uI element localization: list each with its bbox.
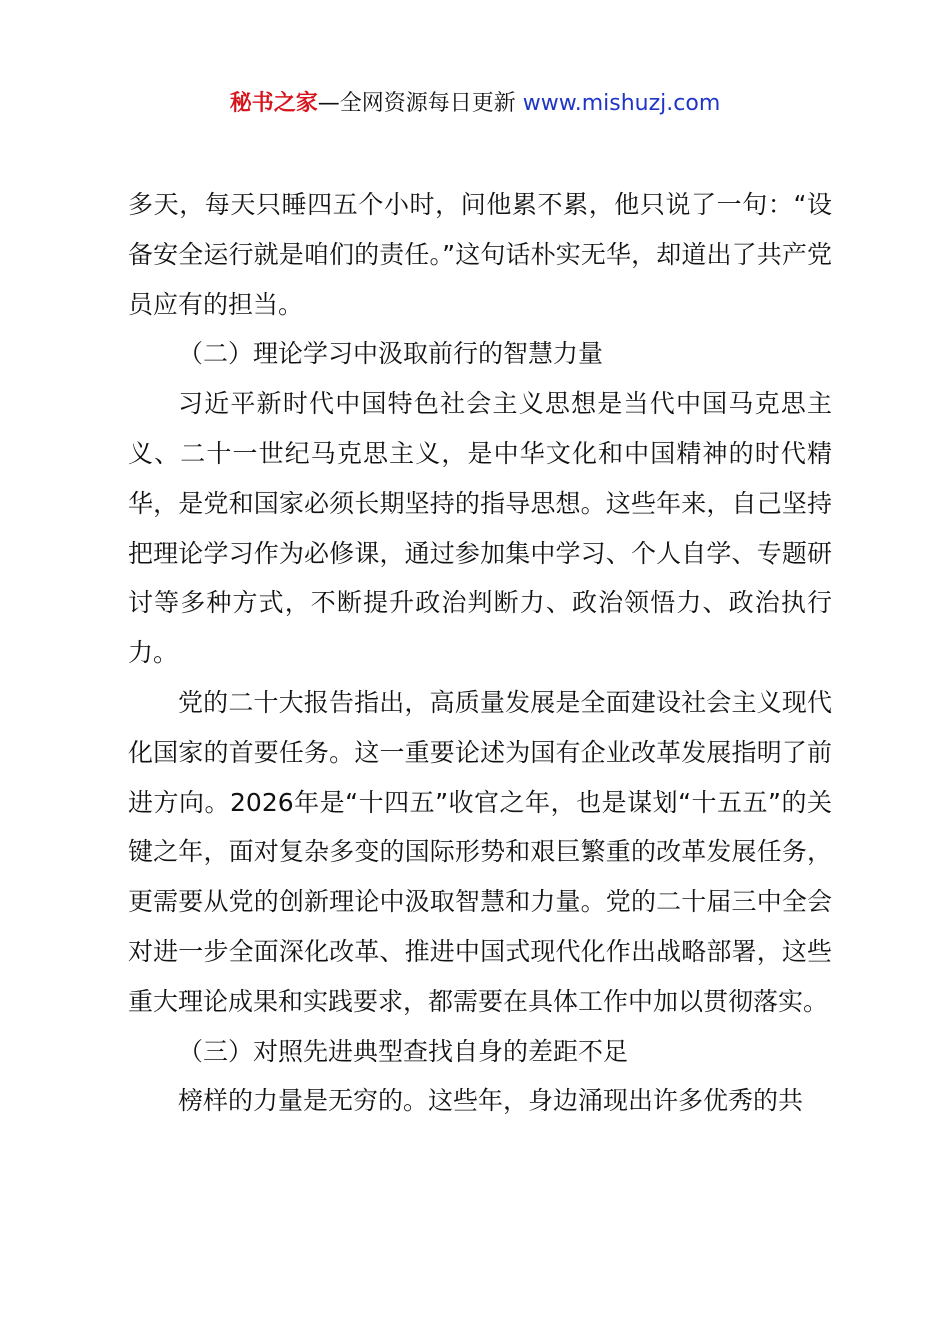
site-brand: 秘书之家 (229, 91, 318, 116)
section-heading-3: （三）对照先进典型查找自身的差距不足 (178, 1036, 629, 1066)
paragraph: 党的二十大报告指出，高质量发展是全面建设社会主义现代化国家的首要任务。这一重要论述为国有企业改革发展指明了前进方向。2026年是“十四五”收官之年，也是谋划“十五五”的关键之年，面对复杂多变的国际形势和艰巨繁重的改革发展任务，更需要从党的创新理论中汲取智慧和力量。党的二十届三中全会对进一步全面深化改革、推进中国式现代化作出战略部署，这些重大理论成果和实践要求，都需要在具体工作中加以贯彻落实。 (128, 687, 832, 1016)
paragraph: 习近平新时代中国特色社会主义思想是当代中国马克思主义、二十一世纪马克思主义，是中华文化和中国精神的时代精华，是党和国家必须长期坚持的指导思想。这些年来，自己坚持把理论学习作为必修课，通过参加集中学习、个人自学、专题研讨等多种方式，不断提升政治判断力、政治领悟力、政治执行力。 (128, 389, 832, 668)
site-tagline: —全网资源每日更新 (317, 91, 523, 116)
document-body (128, 180, 832, 1126)
paragraph: 榜样的力量是无穷的。这些年，身边涌现出许多优秀的共 (178, 1086, 804, 1116)
site-url-link[interactable]: www.mishuzj.com (522, 91, 721, 116)
paragraph-continuation: 多天，每天只睡四五个小时，问他累不累，他只说了一句：“设备安全运行就是咱们的责任。”这句话朴实无华，却道出了共产党员应有的担当。 (128, 190, 832, 319)
site-header (0, 88, 950, 120)
section-heading-2: （二）理论学习中汲取前行的智慧力量 (178, 339, 604, 369)
